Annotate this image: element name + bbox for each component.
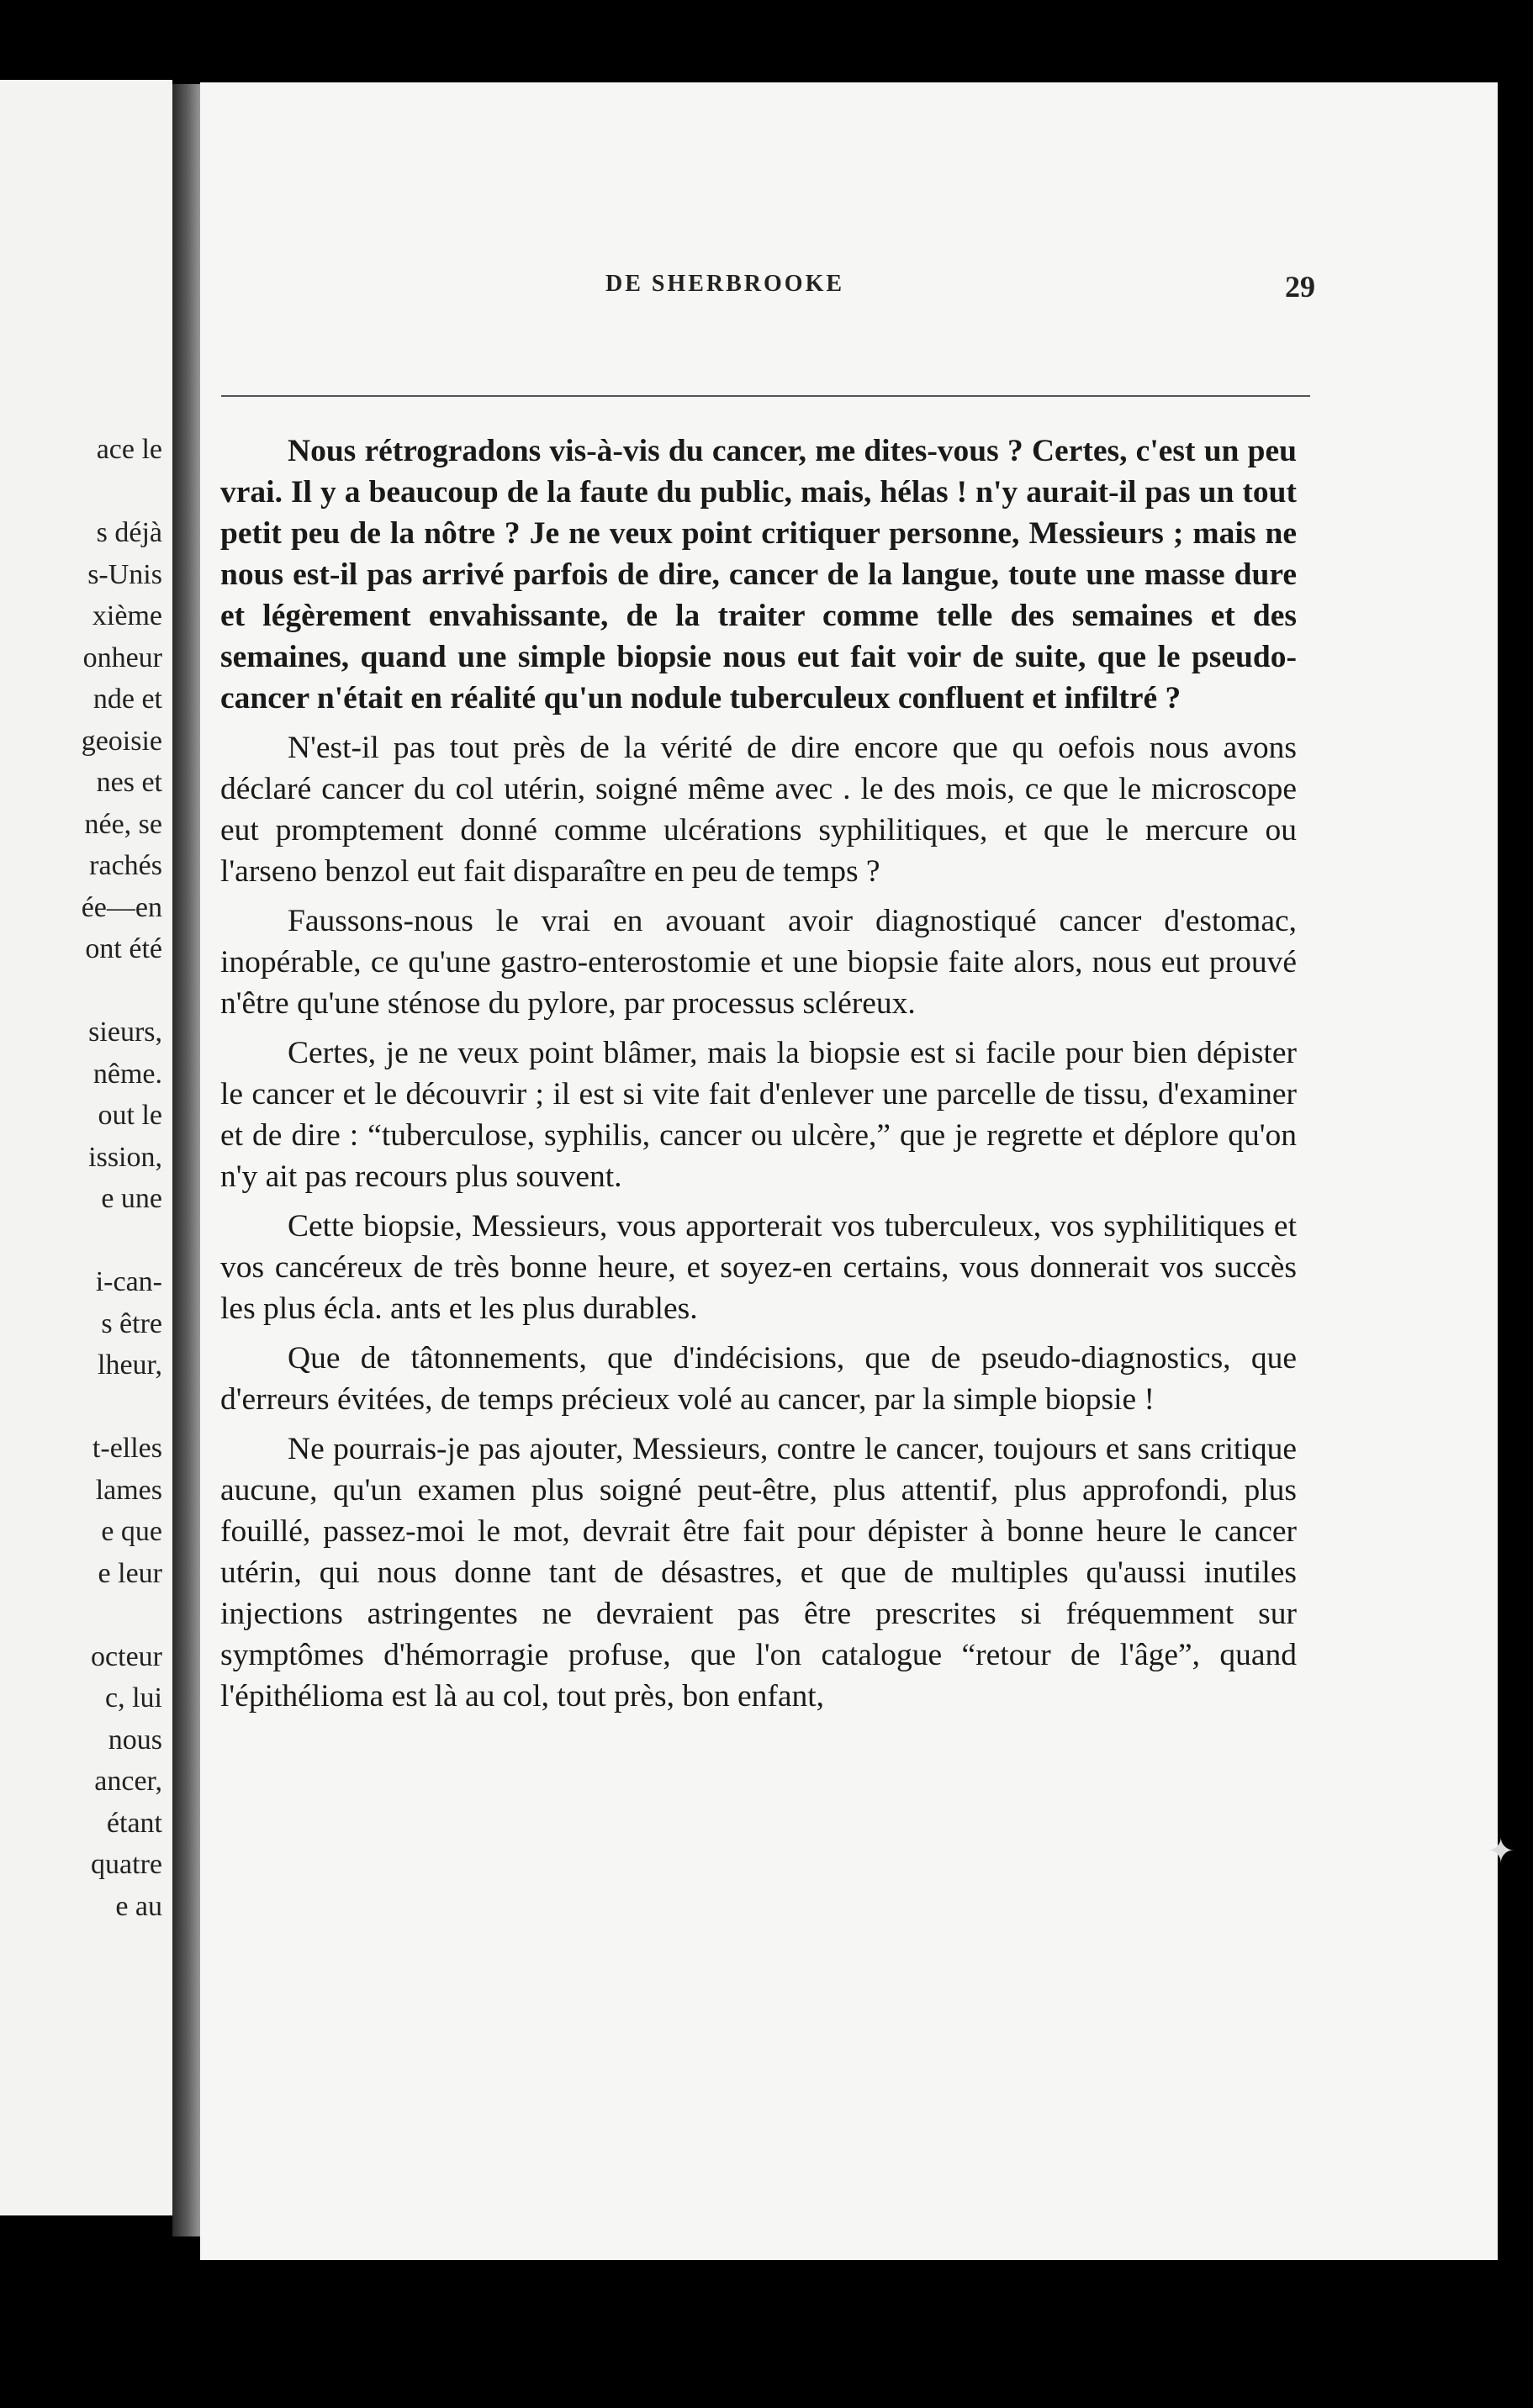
fragment-gap — [0, 1386, 162, 1428]
fragment-gap — [0, 1220, 162, 1262]
fragment-gap — [0, 970, 162, 1012]
fragment-line: e leur — [98, 1557, 162, 1589]
fragment-line: sieurs, — [88, 1017, 162, 1048]
fragment-line: e une — [101, 1183, 162, 1214]
fragment-line: lheur, — [98, 1349, 162, 1381]
fragment-line: s déjà — [96, 517, 162, 548]
paragraph: N'est-il pas tout près de la vérité de dire encore que qu oefois nous avons déclaré cancer du col utérin, soigné même avec . le des mois, ce que le microscope eut promptement donné comme ulcérations syphilitiques, et que le mercure ou l'arseno benzol eut fait disparaître en peu de temps ? — [220, 731, 1297, 889]
fragment-line: nde et — [93, 684, 162, 715]
fragment-line: ée—en — [81, 891, 162, 923]
fragment-line: rachés — [89, 850, 162, 881]
fragment-line: quatre — [91, 1849, 162, 1880]
page-header — [431, 271, 1356, 388]
fragment-line: geoisie — [81, 725, 162, 757]
fragment-line: s être — [101, 1307, 162, 1339]
running-head: DE SHERBROOKE — [605, 271, 845, 297]
fragment-line: étant — [106, 1807, 162, 1839]
fragment-gap — [0, 1594, 162, 1636]
fragment-line: out le — [98, 1100, 162, 1131]
fragment-line: ace le — [96, 434, 162, 465]
fragment-line: e au — [115, 1890, 162, 1922]
paragraph: Que de tâtonnements, que d'indécisions, que de pseudo-diagnostics, que d'erreurs évitées, de temps précieux volé au cancer, par la simple biopsie ! — [220, 1341, 1297, 1417]
fragment-line: ission, — [88, 1141, 162, 1173]
edge-artifact-icon: ✦ — [1487, 1832, 1515, 1870]
paragraph: Certes, je ne veux point blâmer, mais la biopsie est si facile pour bien dépister le cancer et le découvrir ; il est si vite fait d'enlever une parcelle de tissu, d'examiner et de dire : “tuberculose, syphilis, cancer ou ulcère,” que je regrette et déplore qu'on n'y ait pas recours plus souvent. — [220, 1036, 1297, 1194]
fragment-line: t-elles — [92, 1433, 162, 1464]
fragment-line: ont été — [85, 933, 162, 964]
fragment-line: nous — [108, 1724, 162, 1756]
fragment-line: née, se — [84, 808, 162, 840]
fragment-line: octeur — [91, 1640, 162, 1672]
body-text — [220, 430, 1297, 1725]
fragment-line: xième — [92, 600, 162, 631]
header-rule — [221, 395, 1310, 397]
fragment-line: lames — [95, 1474, 162, 1506]
fragment-line: ancer, — [94, 1766, 162, 1797]
fragment-line: s-Unis — [87, 558, 162, 590]
paragraph: Ne pourrais-je pas ajouter, Messieurs, contre le cancer, toujours et sans critique aucune, qu'un examen plus soigné peut-être, plus attentif, plus approfondi, plus fouillé, passez-moi le mot, devrait être fait pour dépister à bonne heure le cancer utérin, qui nous donne tant de désastres, et que de multiples qu'aussi inutiles injections astringentes ne devraient pas être prescrites si fréquemment sur symptômes d'hémorragie profuse, que l'on catalogue “retour de l'âge”, quand l'épithélioma est là au col, tout près, bon enfant, — [220, 1432, 1297, 1714]
paragraph: Nous rétrogradons vis-à-vis du cancer, me dites-vous ? Certes, c'est un peu vrai. Il y a beaucoup de la faute du public, mais, hélas ! n'y aurait-il pas un tout petit peu de la nôtre ? Je ne veux point critiquer personne, Messieurs ; mais ne nous est-il pas arrivé parfois de dire, cancer de la langue, toute une masse dure et légèrement envahissante, de la traiter comme telle des semaines et des semaines, quand une simple biopsie nous eut fait voir de suite, que le pseudo-cancer n'était en réalité qu'un nodule tuberculeux confluent et infiltré ? — [220, 434, 1297, 716]
fragment-line: nes et — [96, 767, 162, 798]
paragraph: Cette biopsie, Messieurs, vous apporterait vos tuberculeux, vos syphilitiques et vos cancéreux de très bonne heure, et soyez-en certains, vous donnerait vos succès les plus écla. ants et les plus durables. — [220, 1209, 1297, 1326]
facing-page-text — [0, 429, 162, 1927]
fragment-line: c, lui — [105, 1682, 162, 1714]
paragraph: Faussons-nous le vrai en avouant avoir diagnostiqué cancer d'estomac, inopérable, ce qu'une gastro-enterostomie et une biopsie faite alors, nous eut prouvé n'être qu'une sténose du pylore, par processus scléreux. — [220, 904, 1297, 1021]
facing-page — [0, 80, 172, 2215]
fragment-line: i-can- — [95, 1266, 162, 1297]
fragment-line: nême. — [93, 1058, 162, 1090]
page-number: 29 — [1285, 270, 1315, 304]
fragment-line: e que — [101, 1516, 162, 1547]
fragment-line: onheur — [82, 642, 162, 673]
fragment-gap — [0, 471, 162, 513]
